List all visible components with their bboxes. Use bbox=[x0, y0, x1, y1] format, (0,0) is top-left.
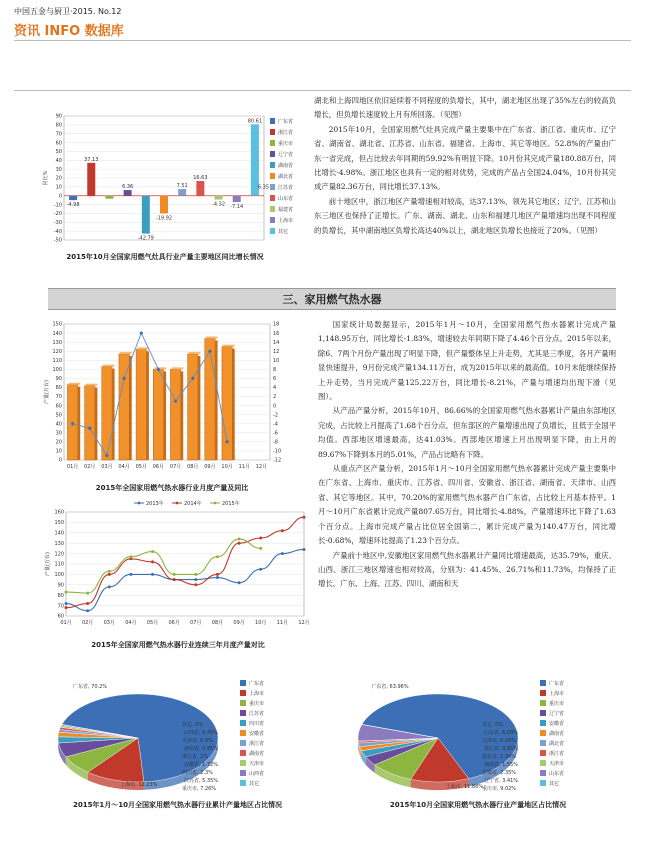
y-tick-label: 80 bbox=[55, 122, 62, 129]
legend-label: 四川省 bbox=[249, 721, 265, 727]
legend-label: 天津市 bbox=[549, 761, 565, 767]
series-point bbox=[281, 552, 284, 555]
y-tick-label: -20 bbox=[53, 211, 62, 218]
header-rule bbox=[14, 40, 631, 41]
legend-swatch bbox=[540, 780, 546, 786]
chart-monthly-output bbox=[42, 318, 302, 482]
legend-label: 广东省 bbox=[249, 681, 265, 687]
y2-tick-label: 12 bbox=[273, 348, 280, 355]
x-tick-label: 02月 bbox=[81, 620, 94, 626]
bar-shade bbox=[215, 341, 218, 460]
y2-tick-label: 0 bbox=[273, 403, 277, 410]
y-axis-label: 产量(万台) bbox=[45, 552, 51, 576]
series-point bbox=[281, 529, 284, 532]
series-point bbox=[86, 592, 89, 595]
series-point bbox=[151, 550, 154, 553]
legend-label: 湖北省 bbox=[278, 174, 294, 180]
y2-tick-label: 18 bbox=[273, 321, 280, 328]
legend-swatch bbox=[240, 700, 246, 706]
bar bbox=[196, 181, 204, 196]
chart2-caption: 2015年全国家用燃气热水器行业月度产量及同比 bbox=[95, 484, 249, 492]
x-tick-label: 10月 bbox=[221, 464, 233, 470]
legend-label: 广东省 bbox=[278, 119, 294, 125]
x-tick-label: 07月 bbox=[169, 464, 182, 470]
legend-swatch bbox=[540, 760, 546, 766]
legend-swatch bbox=[240, 690, 246, 696]
pie-data-label: 重庆市, 7.26% bbox=[182, 786, 217, 792]
legend-marker bbox=[138, 502, 141, 505]
x-tick-label: 03月 bbox=[101, 464, 113, 470]
legend-label: 天津市 bbox=[249, 761, 265, 767]
bar bbox=[136, 349, 146, 460]
paragraph: 前十地区中，浙江地区产量增速相对较高，达37.13%，领先其它地区；辽宁、江苏和山东三地区也保持了正增长。广东、湖南、湖北、山东和福建几地区产量增速均出现不同程度的负增长，其中湖南地区负增长高达40%以上，湖北地区负增长也接近了20%。（见图） bbox=[314, 196, 616, 235]
x-tick-label: 07月 bbox=[190, 620, 202, 626]
series-point bbox=[65, 591, 68, 594]
text-block-top bbox=[314, 94, 616, 238]
series-point bbox=[259, 547, 262, 550]
paragraph: 从产品产量分析，2015年10月，86.66%的全国家用燃气热水器累计产量由东部地区完成，占比较上月提高了1.68个百分点，但东部区的产量增速出现了负增长，且低于全国平均值。西部地区增速最高，达41.03%。西部地区增速上月出现明显下降，由上月的89.67%下降到本月的5.01%，产品占比略有下降。 bbox=[318, 406, 616, 459]
bar-shade bbox=[146, 351, 149, 460]
y-tick-label: 60 bbox=[55, 140, 62, 147]
y2-tick-label: -4 bbox=[273, 421, 278, 428]
legend-label: 其它 bbox=[278, 229, 289, 235]
y2-tick-label: 4 bbox=[273, 385, 277, 392]
legend-label: 山西省 bbox=[249, 771, 265, 777]
legend-label: 湖南省 bbox=[278, 163, 294, 169]
paragraph: 国家统计局数据显示，2015年1月～10月，全国家用燃气热水器累计完成产量1,148.95万台，同比增长-1.83%，增速较去年同期下降了4.46个百分点。2015年以来，除6、7两个月份产量出现了明显下降，但产量整体呈上升走势，尤其是三季度，各月产量明显快速提升，9月份完成产量134.11万台，成为2015年以来的最高值。10月未能继续保持上升走势，当月完成产量125.22万台，同比增长-8.21%，产量与增速均出现下滑（见图）。 bbox=[318, 320, 616, 402]
pie-data-label: 天津市, 0.6% bbox=[182, 738, 213, 744]
y2-tick-label: 8 bbox=[273, 367, 277, 374]
bar-shade bbox=[78, 387, 81, 460]
data-label: 7.51 bbox=[176, 183, 188, 190]
bar-shade bbox=[198, 356, 201, 460]
y-tick-label: -50 bbox=[53, 237, 62, 244]
paragraph: 从重点产区产量分析，2015年1月～10月全国家用燃气热水器累计完成产量主要集中在广东省、上海市、重庆市、江苏省、四川省、安徽省、浙江省、湖南省、天津市、山西省、其它等地区。其中，70.20%的家用燃气热水器产自广东省，占比较上月基本持平。1月～10月广东省累计完成产量807.65万台，同比增长-4.88%，产量增速环比下降了1.63个百分点。上海市完成产量占比位居全国第二，累计完成产量为140.47万台，同比增长-0.68%，增速环比提高了1.23个百分点。 bbox=[318, 464, 616, 546]
legend-label: 其它 bbox=[249, 781, 260, 787]
legend-swatch bbox=[270, 228, 275, 234]
legend-label: 辽宁省 bbox=[549, 711, 565, 717]
y-tick-label: 90 bbox=[55, 113, 62, 120]
y-tick-label: 20 bbox=[55, 175, 62, 182]
data-label: -19.92 bbox=[155, 215, 173, 222]
legend-swatch bbox=[240, 680, 246, 686]
x-tick-label: 11月 bbox=[276, 620, 289, 626]
bar-shade bbox=[95, 388, 98, 460]
bar bbox=[233, 196, 241, 202]
x-tick-label: 02月 bbox=[84, 464, 96, 470]
legend-swatch bbox=[240, 720, 246, 726]
series-point bbox=[238, 538, 241, 541]
bar-top bbox=[171, 367, 183, 369]
series-point bbox=[86, 602, 89, 605]
bar-top bbox=[137, 347, 149, 349]
y-tick-label: 30 bbox=[55, 430, 62, 437]
pie-data-label: 其它, 0% bbox=[182, 722, 204, 728]
y2-tick-label: -8 bbox=[273, 439, 278, 446]
bar bbox=[102, 367, 112, 460]
paragraph: 产量前十地区中,安徽地区家用燃气热水器累计产量同比增速最高，达35.79%，重庆、山西、浙江三地区增速也相对较高，分别为：41.45%、26.71%和11.73%，均保持了正增长。广东、上海、江苏、四川、湖南和天 bbox=[318, 550, 616, 589]
bar bbox=[215, 196, 223, 200]
y2-tick-label: 6 bbox=[273, 376, 277, 383]
bar bbox=[188, 354, 198, 460]
series-point bbox=[259, 568, 262, 571]
legend-marker bbox=[176, 502, 179, 505]
pie-data-label: 湖南省, 1.55% bbox=[484, 762, 519, 768]
y-tick-label: 10 bbox=[55, 448, 62, 455]
pie-data-label: 湖北省, 1.34% bbox=[482, 754, 517, 760]
data-label: -42.79 bbox=[137, 235, 154, 242]
y-tick-label: 60 bbox=[55, 403, 62, 410]
y-tick-label: 130 bbox=[54, 540, 64, 547]
bar bbox=[178, 189, 186, 196]
y-tick-label: 120 bbox=[54, 551, 64, 558]
pie-data-label: 山东省, 6.09% bbox=[484, 730, 519, 736]
chart-pie-october bbox=[340, 676, 616, 796]
data-label: 37.13 bbox=[84, 156, 99, 163]
legend-label: 福建省 bbox=[278, 207, 294, 213]
bar bbox=[153, 369, 163, 460]
pie-data-label: 其它, 0% bbox=[482, 722, 504, 728]
y-tick-label: 0 bbox=[58, 193, 62, 200]
bar bbox=[170, 369, 180, 460]
legend-label: 山东省 bbox=[278, 196, 294, 202]
text-block-mid bbox=[318, 318, 616, 592]
series-point bbox=[151, 573, 154, 576]
series-point bbox=[65, 602, 68, 605]
y-tick-label: 100 bbox=[52, 367, 62, 374]
legend-label: 2013年 bbox=[146, 501, 164, 507]
section-title: 三、家用燃气热水器 bbox=[48, 288, 616, 310]
series-point bbox=[194, 578, 197, 581]
series-point bbox=[194, 573, 197, 576]
y-tick-label: 110 bbox=[52, 357, 62, 364]
y-tick-label: 10 bbox=[55, 184, 62, 191]
y-tick-label: 160 bbox=[54, 509, 64, 516]
series-point bbox=[173, 573, 176, 576]
y-tick-label: 120 bbox=[52, 348, 62, 355]
data-label: -4.98 bbox=[66, 202, 80, 209]
bar-top bbox=[154, 367, 166, 369]
legend-label: 广东省 bbox=[549, 681, 565, 687]
legend-label: 浙江省 bbox=[249, 741, 265, 747]
chart-three-year bbox=[42, 498, 314, 636]
x-tick-label: 03月 bbox=[103, 620, 115, 626]
legend-marker bbox=[214, 502, 217, 505]
series-point bbox=[173, 578, 176, 581]
legend-label: 重庆市 bbox=[278, 141, 294, 147]
legend-swatch bbox=[270, 162, 275, 168]
y2-tick-label: -10 bbox=[273, 448, 282, 455]
legend-swatch bbox=[270, 195, 275, 201]
pie-data-label: 上海市, 12.23% bbox=[120, 781, 158, 788]
y2-tick-label: 16 bbox=[273, 330, 280, 337]
series-point bbox=[303, 516, 306, 519]
bar bbox=[87, 163, 95, 196]
y-tick-label: 50 bbox=[55, 412, 62, 419]
pie-data-label: 上海市, 11.88% bbox=[445, 783, 484, 790]
legend-label: 湖南省 bbox=[549, 731, 565, 737]
pie-data-label: 天津市, 0.08% bbox=[482, 738, 517, 744]
legend-swatch bbox=[240, 750, 246, 756]
series-point bbox=[259, 537, 262, 540]
legend-label: 上海市 bbox=[278, 218, 294, 224]
pie-data-label: 湖南省, 0.85% bbox=[184, 746, 219, 752]
x-tick-label: 12月 bbox=[255, 464, 268, 470]
bar bbox=[160, 196, 168, 214]
y-tick-label: 70 bbox=[55, 131, 62, 138]
legend-swatch bbox=[240, 730, 246, 736]
data-label: 80.61 bbox=[247, 118, 263, 125]
y-tick-label: 40 bbox=[55, 157, 62, 164]
bar bbox=[124, 190, 132, 196]
x-tick-label: 12月 bbox=[298, 620, 310, 626]
y-tick-label: -40 bbox=[53, 228, 62, 235]
pie-data-label: 江苏省, 5.35% bbox=[184, 778, 219, 784]
data-label: -4.32 bbox=[212, 201, 226, 208]
y-tick-label: 150 bbox=[54, 520, 64, 527]
chart5-caption: 2015年10月全国家用燃气热水器行业产量地区占比情况 bbox=[389, 801, 567, 809]
series-point bbox=[151, 560, 154, 563]
series-point bbox=[194, 583, 197, 586]
y-tick-label: 90 bbox=[55, 376, 62, 383]
x-tick-label: 08月 bbox=[187, 464, 199, 470]
bar-top bbox=[86, 384, 98, 386]
legend-label: 重庆市 bbox=[249, 701, 265, 707]
pie-data-label: 重庆市, 9.02% bbox=[482, 786, 517, 792]
bar-top bbox=[120, 352, 132, 354]
series-point bbox=[216, 555, 219, 558]
data-label: 16.63 bbox=[193, 174, 208, 181]
x-tick-label: 08月 bbox=[211, 620, 224, 626]
x-tick-label: 04月 bbox=[118, 464, 130, 470]
legend-swatch bbox=[540, 700, 546, 706]
paragraph: 2015年10月，全国家用燃气灶具完成产量主要集中在广东省、浙江省、重庆市、辽宁省、湖南省、湖北省、江苏省、山东省、福建省、上海市、其它等地区。52.8%的产量由广东一省完成，但占比较去年同期的59.92%有明显下降。10月份其完成产量180.88万台，同比增长-4.98%。浙江地区也具有一定的相对优势，完成的产品占全国24.04%，10月份其完成产量82.36万台，同比增长37.13%。 bbox=[314, 124, 616, 192]
bar bbox=[85, 386, 95, 460]
series-point bbox=[65, 606, 68, 609]
bar-top bbox=[189, 352, 201, 354]
legend-label: 2015年 bbox=[222, 501, 240, 507]
x-tick-label: 11月 bbox=[238, 464, 250, 470]
y-tick-label: 100 bbox=[54, 572, 64, 579]
pie-data-label: 广东省, 70.2% bbox=[72, 684, 108, 690]
y-tick-label: 70 bbox=[57, 603, 64, 610]
column-title: 资讯 INFO 数据库 bbox=[14, 24, 124, 39]
series-point bbox=[238, 581, 241, 584]
data-label: 6.35 bbox=[257, 184, 270, 191]
y-tick-label: -10 bbox=[53, 202, 62, 209]
y2-tick-label: 2 bbox=[273, 394, 277, 401]
bar-top bbox=[68, 383, 80, 385]
legend-label: 湖南省 bbox=[249, 751, 265, 757]
legend-label: 上海市 bbox=[549, 691, 565, 697]
y-tick-label: 0 bbox=[58, 457, 62, 464]
bar bbox=[69, 196, 77, 200]
series-point bbox=[129, 555, 132, 558]
y-tick-label: 130 bbox=[52, 339, 62, 346]
legend-label: 安徽省 bbox=[549, 721, 565, 727]
legend-swatch bbox=[540, 680, 546, 686]
y-tick-label: 70 bbox=[55, 394, 62, 401]
legend-label: 山东省 bbox=[549, 771, 565, 777]
legend-label: 浙江省 bbox=[549, 751, 565, 757]
x-tick-label: 01月 bbox=[66, 464, 79, 470]
y-tick-label: -30 bbox=[53, 219, 62, 226]
legend-swatch bbox=[240, 710, 246, 716]
legend-label: 2014年 bbox=[184, 501, 202, 507]
pie-data-label: 四川省, 2.3% bbox=[182, 770, 213, 776]
x-tick-label: 05月 bbox=[135, 464, 147, 470]
y-tick-label: 80 bbox=[55, 385, 62, 392]
data-label: 6.36 bbox=[122, 184, 134, 191]
legend-swatch bbox=[540, 730, 546, 736]
series-point bbox=[216, 573, 219, 576]
pie-data-label: 浙江省, 0.65% bbox=[484, 746, 519, 752]
series-point bbox=[129, 573, 132, 576]
y-tick-label: 50 bbox=[55, 149, 62, 156]
legend-swatch bbox=[540, 770, 546, 776]
legend-label: 安徽省 bbox=[249, 731, 265, 737]
legend-label: 江苏省 bbox=[249, 711, 265, 717]
y-tick-label: 90 bbox=[57, 582, 64, 589]
bar-shade bbox=[181, 371, 184, 460]
legend-swatch bbox=[270, 118, 275, 124]
y-tick-label: 140 bbox=[54, 530, 64, 537]
pie-data-label: 辽宁省, 3.41% bbox=[484, 778, 519, 784]
legend-swatch bbox=[540, 720, 546, 726]
chart4-caption: 2015年1月～10月全国家用燃气热水器行业累计产量地区占比情况 bbox=[72, 801, 283, 809]
legend-swatch bbox=[270, 140, 275, 146]
legend-swatch bbox=[240, 760, 246, 766]
y-axis-label: 产量(万台) bbox=[44, 380, 50, 404]
legend-label: 重庆市 bbox=[549, 701, 565, 707]
y-tick-label: 110 bbox=[54, 561, 64, 568]
legend-label: 湖北省 bbox=[549, 741, 565, 747]
pie-data-label: 山西省, 0.45% bbox=[184, 730, 219, 736]
series-point bbox=[108, 585, 111, 588]
y-tick-label: 140 bbox=[52, 330, 62, 337]
x-tick-label: 06月 bbox=[168, 620, 180, 626]
top-rule bbox=[14, 90, 631, 91]
y-axis-label: 同比% bbox=[43, 170, 49, 186]
legend-swatch bbox=[270, 217, 275, 223]
legend-swatch bbox=[240, 780, 246, 786]
legend-swatch bbox=[240, 770, 246, 776]
legend-label: 上海市 bbox=[249, 691, 265, 697]
chart1-caption: 2015年10月全国家用燃气灶具行业产量主要地区同比增长情况 bbox=[66, 253, 264, 261]
bar-top bbox=[103, 365, 115, 367]
bar bbox=[142, 196, 150, 234]
legend-swatch bbox=[240, 740, 246, 746]
bar-top bbox=[206, 337, 218, 339]
x-tick-label: 05月 bbox=[146, 620, 159, 626]
series-point bbox=[216, 576, 219, 579]
y-tick-label: 30 bbox=[55, 166, 62, 173]
y2-tick-label: 10 bbox=[273, 357, 280, 364]
y-tick-label: 150 bbox=[52, 321, 62, 328]
y2-tick-label: -12 bbox=[273, 457, 282, 464]
journal-header: 中国五金与厨卫·2015. No.12 bbox=[14, 7, 122, 16]
series-point bbox=[108, 573, 111, 576]
y2-tick-label: 14 bbox=[273, 339, 280, 346]
x-tick-label: 10月 bbox=[255, 620, 267, 626]
y-tick-label: 20 bbox=[55, 439, 62, 446]
legend-label: 其它 bbox=[549, 781, 560, 787]
chart-pie-cumulative bbox=[40, 676, 315, 796]
legend-swatch bbox=[540, 710, 546, 716]
series-point bbox=[108, 570, 111, 573]
y2-tick-label: -2 bbox=[273, 412, 278, 419]
pie-data-label: 安徽省, 1.72% bbox=[184, 762, 219, 768]
legend-label: 江苏省 bbox=[278, 185, 294, 191]
chart3-caption: 2015年全国家用燃气热水器行业连续三年月度产量对比 bbox=[91, 641, 265, 649]
pie-data-label: 广东省, 63.96% bbox=[371, 684, 409, 690]
series-point bbox=[86, 609, 89, 612]
pie-data-label: 浙江省, 1% bbox=[182, 754, 209, 760]
legend-swatch bbox=[540, 740, 546, 746]
legend-label: 浙江省 bbox=[278, 130, 294, 136]
legend-swatch bbox=[270, 206, 275, 212]
bar-shade bbox=[164, 371, 167, 460]
pie-data-label: 安徽省, 2.35% bbox=[482, 770, 517, 776]
legend-swatch bbox=[270, 184, 275, 190]
x-tick-label: 09月 bbox=[233, 620, 245, 626]
bar bbox=[105, 196, 113, 199]
y-tick-label: 40 bbox=[55, 421, 62, 428]
y-tick-label: 60 bbox=[57, 613, 64, 620]
x-tick-label: 01月 bbox=[60, 620, 72, 626]
legend-swatch bbox=[540, 750, 546, 756]
bar-top bbox=[223, 345, 235, 347]
bar-shade bbox=[232, 349, 235, 460]
bar-shade bbox=[112, 369, 115, 460]
series-point bbox=[238, 542, 241, 545]
series-point bbox=[303, 548, 306, 551]
legend-swatch bbox=[270, 173, 275, 179]
paragraph: 湖北和上海四地区依旧延续着不同程度的负增长，其中，湖北地区出现了35%左右的较高负增长，但负增长速度较上月有所回落。（见图） bbox=[314, 96, 616, 120]
legend-swatch bbox=[540, 690, 546, 696]
x-tick-label: 04月 bbox=[125, 620, 137, 626]
y-tick-label: 80 bbox=[57, 592, 64, 599]
data-label: -7.14 bbox=[230, 204, 244, 211]
bar-shade bbox=[129, 356, 132, 460]
x-tick-label: 09月 bbox=[204, 464, 216, 470]
legend-swatch bbox=[270, 129, 275, 135]
legend-swatch bbox=[270, 151, 275, 157]
y2-tick-label: -6 bbox=[273, 430, 278, 437]
legend-label: 辽宁省 bbox=[278, 152, 294, 158]
x-tick-label: 06月 bbox=[152, 464, 165, 470]
chart-region-growth bbox=[42, 112, 294, 248]
